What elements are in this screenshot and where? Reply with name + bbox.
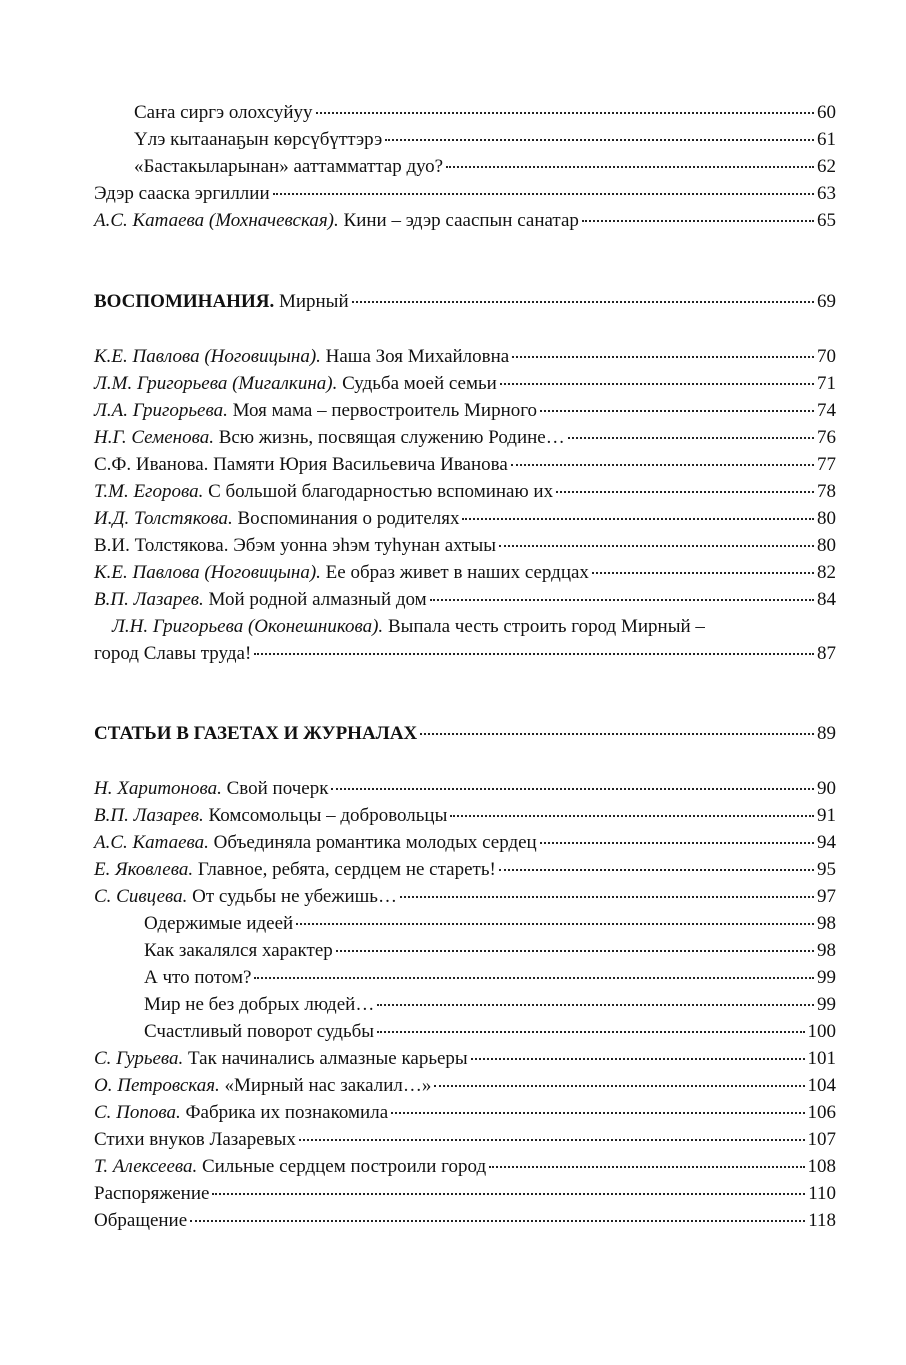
section-title: ВОСПОМИНАНИЯ. (94, 291, 275, 312)
section-title: СТАТЬИ В ГАЗЕТАХ И ЖУРНАЛАХ (94, 723, 418, 744)
entry-title: Саҥа сиргэ олохсуйуу (134, 102, 313, 123)
entry-title: Стихи внуков Лазаревых (94, 1129, 296, 1150)
dot-leader (499, 545, 814, 547)
toc-entry (94, 534, 836, 558)
dot-leader (254, 977, 814, 979)
entry-title: В.И. Толстякова. Эбэм уонна эһэм туһунан ахтыы (94, 535, 496, 556)
entry-title: Одержимые идеей (144, 913, 294, 934)
entry-title: Воспоминания о родителях (237, 508, 460, 529)
dot-leader (446, 166, 814, 168)
toc-entry (144, 966, 836, 990)
entry-title: Свой почерк (226, 778, 329, 799)
entry-title: Фабрика их познакомила (185, 1102, 389, 1123)
dot-leader (400, 896, 814, 898)
dot-leader (434, 1085, 804, 1087)
entry-author: В.П. Лазарев. (94, 589, 204, 610)
entry-page: 87 (817, 643, 836, 664)
entry-page: 60 (817, 102, 836, 123)
entry-page: 70 (817, 346, 836, 367)
entry-author: Т.М. Егорова. (94, 481, 204, 502)
toc-entry (94, 426, 836, 450)
entry-title: С большой благодарностью вспоминаю их (208, 481, 554, 502)
entry-title: «Бастакыларынан» ааттамматтар дуо? (134, 156, 444, 177)
entry-author: О. Петровская. (94, 1075, 220, 1096)
entry-title: Үлэ кытаанаҕын көрсүбүттэрэ (134, 129, 383, 150)
entry-title: Так начинались алмазные карьеры (188, 1048, 468, 1069)
dot-leader (254, 653, 814, 655)
entry-title: Моя мама – первостроитель Мирного (232, 400, 538, 421)
dot-leader (499, 869, 814, 871)
entry-author: Т. Алексеева. (94, 1156, 198, 1177)
toc-entry (94, 831, 836, 855)
dot-leader (299, 1139, 805, 1141)
entry-author: А.С. Катаева. (94, 832, 209, 853)
toc-entry (94, 507, 836, 531)
dot-leader (336, 950, 814, 952)
dot-leader (512, 356, 814, 358)
entry-title-line2: город Славы труда! (94, 643, 252, 664)
entry-author: Л.Н. Григорьева (Оконешникова). (112, 616, 384, 637)
toc-entry (134, 101, 836, 125)
toc-entry (94, 885, 836, 909)
entry-title: Распоряжение (94, 1183, 210, 1204)
dot-leader (592, 572, 814, 574)
entry-page: 80 (817, 535, 836, 556)
dot-leader (430, 599, 814, 601)
toc-entry (94, 372, 836, 396)
entry-author: С. Сивцева. (94, 886, 188, 907)
entry-page: 62 (817, 156, 836, 177)
entry-title: Как закалялся характер (144, 940, 333, 961)
section-heading (94, 722, 836, 746)
entry-author: К.Е. Павлова (Ноговицына). (94, 562, 321, 583)
dot-leader (391, 1112, 804, 1114)
dot-leader (540, 410, 814, 412)
toc-entry (94, 777, 836, 801)
toc-entry (94, 1155, 836, 1179)
entry-title: Комсомольцы – добровольцы (208, 805, 448, 826)
dot-leader (462, 518, 814, 520)
toc-entry (94, 1074, 836, 1098)
entry-author: Н.Г. Семенова. (94, 427, 214, 448)
entry-title: Эдэр сааска эргиллии (94, 183, 270, 204)
entry-title: Главное, ребята, сердцем не стареть! (197, 859, 496, 880)
entry-title: Мир не без добрых людей… (144, 994, 375, 1015)
toc-entry (94, 1128, 836, 1152)
dot-leader (385, 139, 814, 141)
entry-page: 89 (817, 723, 836, 744)
toc-entry (94, 182, 836, 206)
entry-title: С.Ф. Иванова. Памяти Юрия Васильевича Иванова (94, 454, 508, 475)
entry-title: Ее образ живет в наших сердцах (325, 562, 589, 583)
entry-author: В.П. Лазарев. (94, 805, 204, 826)
entry-page: 78 (817, 481, 836, 502)
dot-leader (471, 1058, 805, 1060)
dot-leader (273, 193, 814, 195)
toc-entry (134, 128, 836, 152)
toc-entry (94, 480, 836, 504)
entry-title: Наша Зоя Михайловна (325, 346, 510, 367)
entry-page: 106 (807, 1102, 836, 1123)
toc-entry (94, 858, 836, 882)
entry-page: 80 (817, 508, 836, 529)
entry-title: От судьбы не убежишь… (192, 886, 397, 907)
entry-title: Объединяла романтика молодых сердец (213, 832, 537, 853)
entry-title: Судьба моей семьи (342, 373, 497, 394)
entry-title-line1: Выпала честь строить город Мирный – (387, 616, 705, 637)
toc-entry (94, 399, 836, 423)
entry-page: 104 (807, 1075, 836, 1096)
section-subtitle: Мирный (278, 291, 349, 312)
toc-entry (144, 939, 836, 963)
dot-leader (316, 112, 815, 114)
entry-title: Сильные сердцем построили город (202, 1156, 487, 1177)
dot-leader (582, 220, 814, 222)
entry-page: 61 (817, 129, 836, 150)
toc-entry (94, 1101, 836, 1125)
toc-entry (94, 209, 836, 233)
entry-page: 76 (817, 427, 836, 448)
toc-entry (94, 804, 836, 828)
toc-entry (94, 1182, 836, 1206)
entry-author: С. Попова. (94, 1102, 181, 1123)
entry-author: Л.М. Григорьева (Мигалкина). (94, 373, 338, 394)
entry-page: 98 (817, 940, 836, 961)
dot-leader (489, 1166, 804, 1168)
dot-leader (556, 491, 814, 493)
entry-page: 69 (817, 291, 836, 312)
entry-page: 110 (808, 1183, 836, 1204)
dot-leader (190, 1220, 805, 1222)
entry-title: А что потом? (144, 967, 252, 988)
entry-page: 101 (807, 1048, 836, 1069)
entry-page: 63 (817, 183, 836, 204)
dot-leader (377, 1004, 814, 1006)
entry-title: Мой родной алмазный дом (208, 589, 427, 610)
entry-author: Н. Харитонова. (94, 778, 222, 799)
toc-entry (144, 993, 836, 1017)
dot-leader (511, 464, 814, 466)
entry-page: 100 (807, 1021, 836, 1042)
entry-page: 84 (817, 589, 836, 610)
entry-page: 98 (817, 913, 836, 934)
entry-page: 91 (817, 805, 836, 826)
entry-page: 71 (817, 373, 836, 394)
dot-leader (377, 1031, 804, 1033)
dot-leader (450, 815, 814, 817)
entry-author: Л.А. Григорьева. (94, 400, 228, 421)
entry-author: К.Е. Павлова (Ноговицына). (94, 346, 321, 367)
toc-entry (144, 912, 836, 936)
dot-leader (352, 301, 814, 303)
entry-page: 118 (808, 1210, 836, 1231)
dot-leader (540, 842, 814, 844)
toc-entry (94, 1047, 836, 1071)
entry-page: 82 (817, 562, 836, 583)
entry-author: С. Гурьева. (94, 1048, 184, 1069)
entry-title: «Мирный нас закалил…» (224, 1075, 432, 1096)
dot-leader (212, 1193, 805, 1195)
dot-leader (420, 733, 814, 735)
entry-page: 108 (807, 1156, 836, 1177)
toc-entry-continuation (94, 642, 836, 666)
toc-entry (94, 345, 836, 369)
entry-page: 77 (817, 454, 836, 475)
toc-entry (144, 1020, 836, 1044)
entry-author: А.С. Катаева (Мохначевская). (94, 210, 339, 231)
toc-entry-wrapped (94, 615, 836, 639)
dot-leader (331, 788, 814, 790)
entry-title: Всю жизнь, посвящая служению Родине… (218, 427, 565, 448)
section-heading (94, 290, 836, 314)
entry-page: 94 (817, 832, 836, 853)
entry-page: 107 (807, 1129, 836, 1150)
dot-leader (500, 383, 814, 385)
entry-author: Е. Яковлева. (94, 859, 194, 880)
entry-title: Кини – эдэр сааспын санатар (343, 210, 579, 231)
entry-page: 65 (817, 210, 836, 231)
entry-title: Счастливый поворот судьбы (144, 1021, 375, 1042)
entry-page: 97 (817, 886, 836, 907)
toc-entry (94, 588, 836, 612)
entry-page: 90 (817, 778, 836, 799)
entry-title: Обращение (94, 1210, 188, 1231)
toc-entry (134, 155, 836, 179)
entry-page: 99 (817, 994, 836, 1015)
toc-entry (94, 561, 836, 585)
dot-leader (296, 923, 814, 925)
dot-leader (568, 437, 814, 439)
entry-page: 74 (817, 400, 836, 421)
toc-entry (94, 1209, 836, 1233)
toc-entry (94, 453, 836, 477)
entry-page: 99 (817, 967, 836, 988)
entry-author: И.Д. Толстякова. (94, 508, 233, 529)
entry-page: 95 (817, 859, 836, 880)
